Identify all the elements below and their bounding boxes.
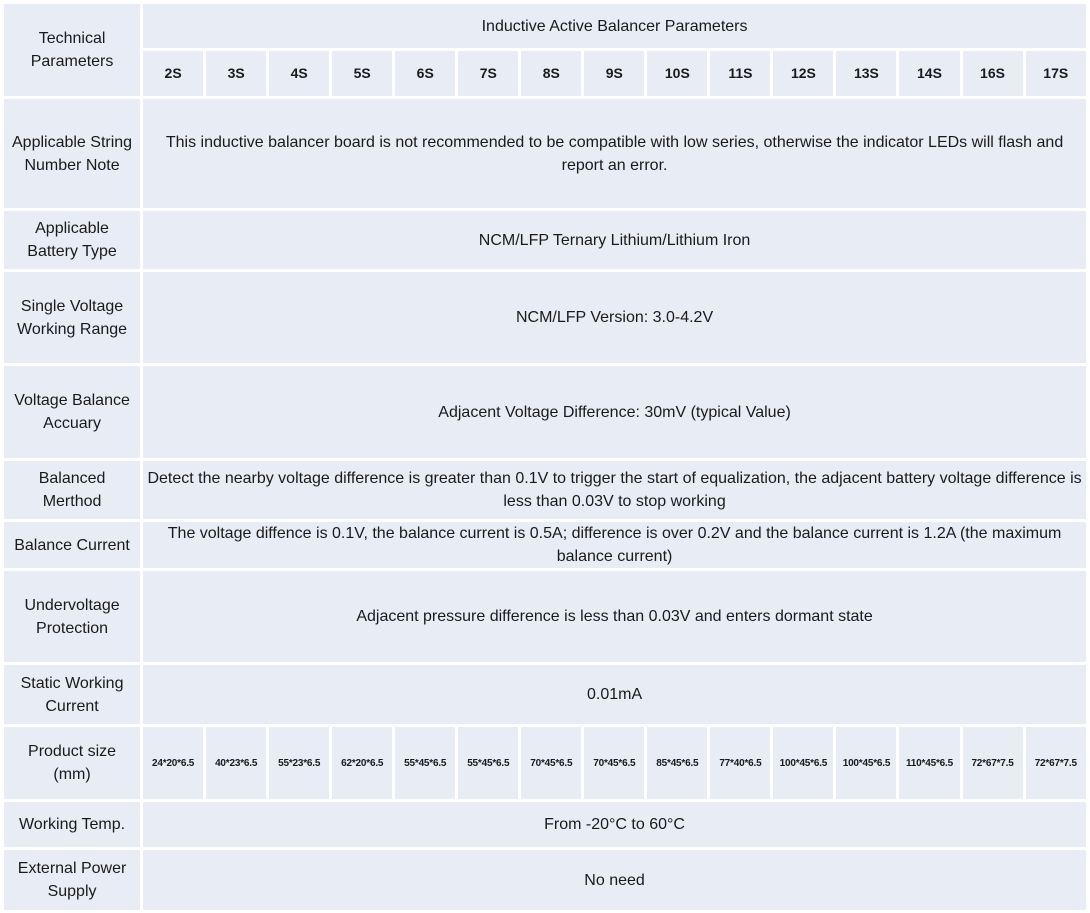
size-cell: 110*45*6.5 (898, 726, 961, 801)
series-cell: 11S (709, 50, 772, 98)
table-row (3, 460, 1088, 521)
row-label-product-size: Product size (mm) (3, 726, 142, 801)
series-cell: 9S (583, 50, 646, 98)
row-value-balance-current: The voltage diffence is 0.1V, the balance current is 0.5A; difference is over 0.2V and the balance current is 1.2A (the maximum balance current) (142, 521, 1088, 570)
series-cell: 17S (1024, 50, 1087, 98)
series-cell: 12S (772, 50, 835, 98)
size-cell: 62*20*6.5 (331, 726, 394, 801)
size-cell: 55*45*6.5 (457, 726, 520, 801)
size-cell: 72*67*7.5 (1024, 726, 1087, 801)
size-cell: 72*67*7.5 (961, 726, 1024, 801)
series-cell: 16S (961, 50, 1024, 98)
table-row (3, 726, 1088, 801)
row-value-string-note: This inductive balancer board is not recommended to be compatible with low series, otherwise the indicator LEDs will flash and report an error. (142, 98, 1088, 210)
size-cell: 100*45*6.5 (835, 726, 898, 801)
row-value-external-power: No need (142, 849, 1088, 912)
series-cell: 6S (394, 50, 457, 98)
row-value-static-current: 0.01mA (142, 664, 1088, 726)
row-label-string-note: Applicable String Number Note (3, 98, 142, 210)
series-cell: 2S (142, 50, 205, 98)
series-cell: 5S (331, 50, 394, 98)
row-value-battery-type: NCM/LFP Ternary Lithium/Lithium Iron (142, 210, 1088, 271)
row-value-balance-accuracy: Adjacent Voltage Difference: 30mV (typical Value) (142, 365, 1088, 460)
row-value-undervoltage: Adjacent pressure difference is less than 0.03V and enters dormant state (142, 570, 1088, 664)
table-title: Inductive Active Balancer Parameters (142, 3, 1088, 50)
size-cell: 70*45*6.5 (520, 726, 583, 801)
row-value-voltage-range: NCM/LFP Version: 3.0-4.2V (142, 271, 1088, 365)
table-row (3, 849, 1088, 912)
series-cell: 7S (457, 50, 520, 98)
size-cell: 40*23*6.5 (205, 726, 268, 801)
row-label-static-current: Static Working Current (3, 664, 142, 726)
table-row (3, 521, 1088, 570)
series-cell: 4S (268, 50, 331, 98)
series-cell: 14S (898, 50, 961, 98)
size-cell: 100*45*6.5 (772, 726, 835, 801)
series-cell: 10S (646, 50, 709, 98)
size-cell: 24*20*6.5 (142, 726, 205, 801)
size-cell: 77*40*6.5 (709, 726, 772, 801)
table-row (3, 570, 1088, 664)
header-label-cell: Technical Parameters (3, 3, 142, 98)
row-label-external-power: External Power Supply (3, 849, 142, 912)
row-label-battery-type: Applicable Battery Type (3, 210, 142, 271)
row-label-balance-accuracy: Voltage Balance Accuary (3, 365, 142, 460)
size-cell: 55*45*6.5 (394, 726, 457, 801)
row-label-working-temp: Working Temp. (3, 801, 142, 849)
table-row (3, 664, 1088, 726)
row-value-balance-method: Detect the nearby voltage difference is greater than 0.1V to trigger the start of equalization, the adjacent battery voltage difference is less than 0.03V to stop working (142, 460, 1088, 521)
row-label-undervoltage: Undervoltage Protection (3, 570, 142, 664)
row-label-voltage-range: Single Voltage Working Range (3, 271, 142, 365)
table-row (3, 365, 1088, 460)
series-cell: 13S (835, 50, 898, 98)
size-cell: 70*45*6.5 (583, 726, 646, 801)
series-cell: 8S (520, 50, 583, 98)
table-row (3, 98, 1088, 210)
size-cell: 85*45*6.5 (646, 726, 709, 801)
table-row (3, 801, 1088, 849)
row-label-balance-current: Balance Current (3, 521, 142, 570)
table-row (3, 210, 1088, 271)
size-cell: 55*23*6.5 (268, 726, 331, 801)
row-value-working-temp: From -20°C to 60°C (142, 801, 1088, 849)
series-cell: 3S (205, 50, 268, 98)
balancer-spec-table (1, 1, 1089, 913)
table-row (3, 271, 1088, 365)
row-label-balance-method: Balanced Merthod (3, 460, 142, 521)
